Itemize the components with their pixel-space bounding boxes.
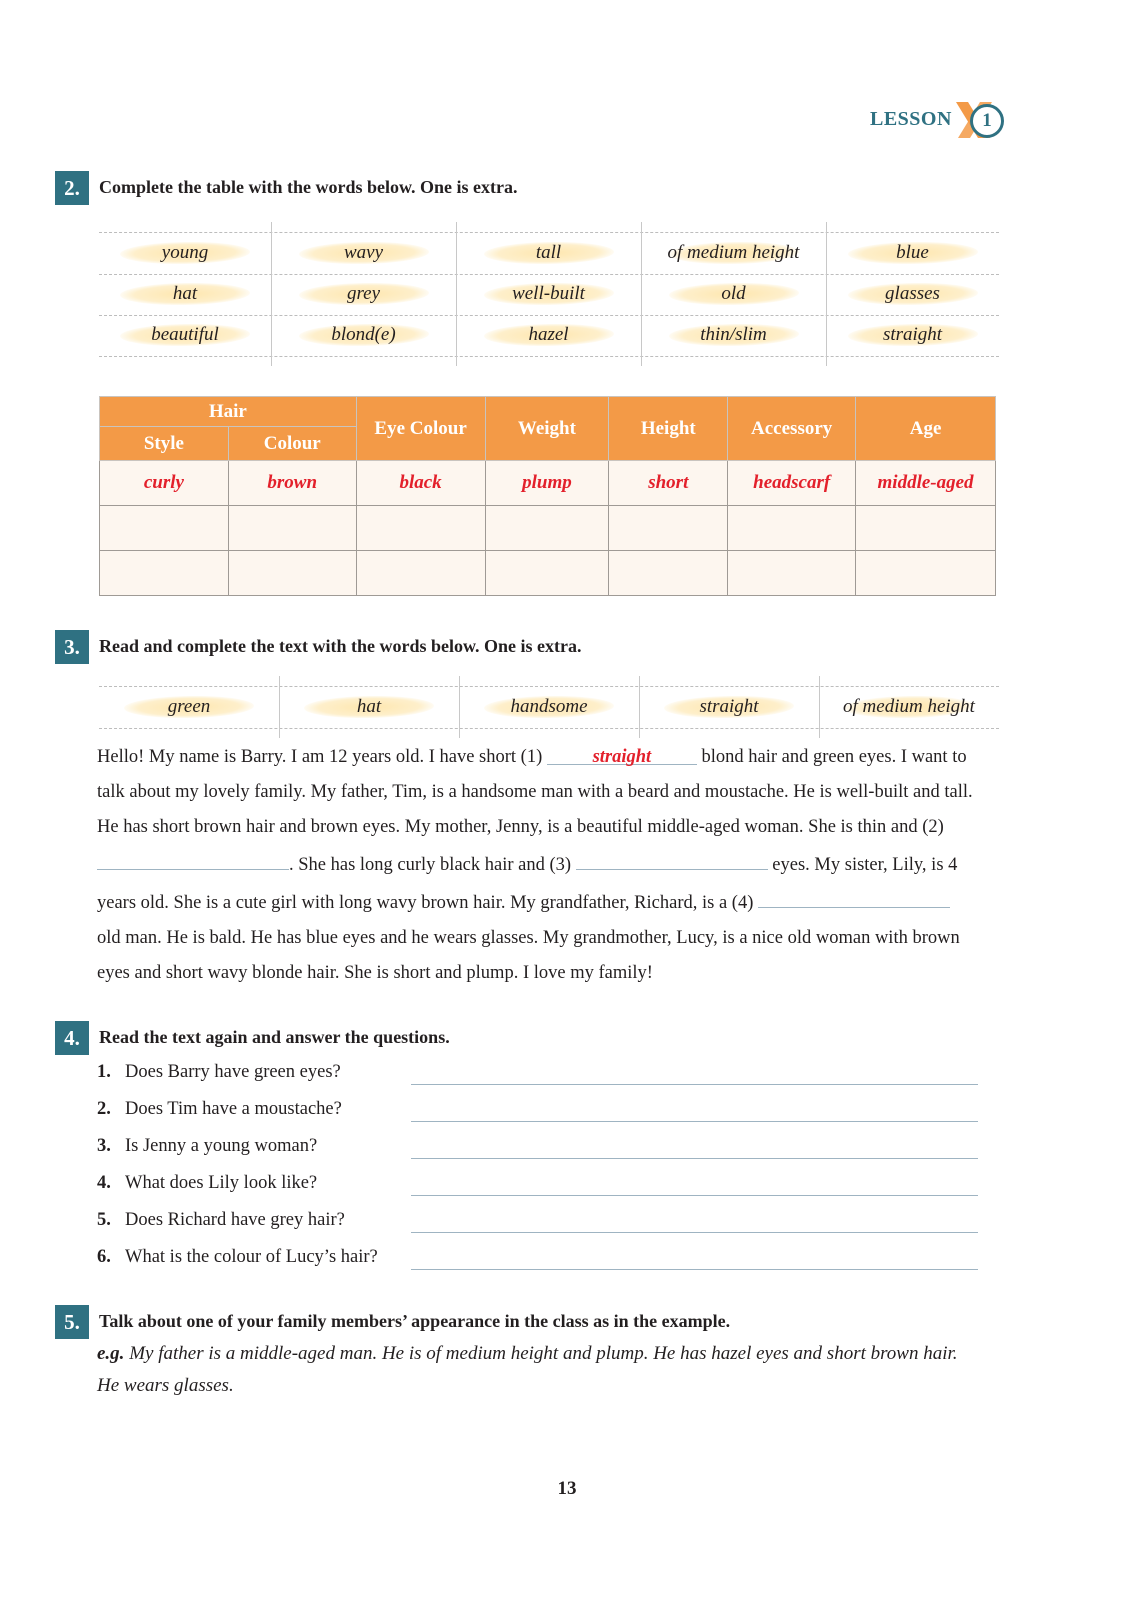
table-cell-empty[interactable] xyxy=(356,506,485,551)
answer-line[interactable] xyxy=(411,1158,978,1159)
word-item: beautiful xyxy=(99,322,271,348)
table-cell: middle-aged xyxy=(856,461,996,506)
lesson-number: 1 xyxy=(970,104,1004,138)
table-cell-empty[interactable] xyxy=(728,551,856,596)
word-item: of medium height xyxy=(641,240,826,266)
exercise-title: Talk about one of your family members’ appearance in the class as in the example. xyxy=(99,1311,731,1331)
table-cell-empty[interactable] xyxy=(228,506,356,551)
word-box-ex3 xyxy=(99,676,999,738)
example-text xyxy=(97,1338,982,1402)
word-item: straight xyxy=(826,322,999,348)
example-body: My father is a middle-aged man. He is of medium height and plump. He has hazel eyes and short brown hair. He wears glasses. xyxy=(97,1343,958,1396)
lesson-badge xyxy=(870,100,1010,144)
word-item: young xyxy=(99,240,271,266)
header-weight: Weight xyxy=(485,397,609,461)
question-3 xyxy=(97,1136,982,1164)
text-segment: . She has long curly black hair and (3) xyxy=(289,855,576,875)
question-number: 1. xyxy=(97,1062,111,1082)
word-item: blond(e) xyxy=(271,322,456,348)
table-cell-empty[interactable] xyxy=(609,551,728,596)
table-cell-empty[interactable] xyxy=(100,551,229,596)
exercise-number: 5. xyxy=(55,1305,89,1339)
exercise-2-heading xyxy=(55,171,995,205)
table-cell-empty[interactable] xyxy=(100,506,229,551)
blank-3[interactable] xyxy=(576,845,768,870)
word-item: handsome xyxy=(459,694,639,720)
word-item: well-built xyxy=(456,281,641,307)
blank-4[interactable] xyxy=(758,883,950,908)
word-item: glasses xyxy=(826,281,999,307)
question-number: 2. xyxy=(97,1099,111,1119)
word-item: wavy xyxy=(271,240,456,266)
text-segment: Hello! My name is Barry. I am 12 years old. I have short (1) xyxy=(97,747,547,767)
word-box-ex2 xyxy=(99,222,999,366)
table-cell-empty[interactable] xyxy=(609,506,728,551)
table-cell-empty[interactable] xyxy=(856,551,996,596)
question-text: What is the colour of Lucy’s hair? xyxy=(125,1247,378,1267)
exercise-3-heading xyxy=(55,630,995,664)
question-number: 5. xyxy=(97,1210,111,1230)
lesson-label: LESSON xyxy=(870,108,952,130)
header-accessory: Accessory xyxy=(728,397,856,461)
question-number: 4. xyxy=(97,1173,111,1193)
table-row-example xyxy=(100,461,996,506)
text-segment: blond hair and green eyes. I want to talk about my lovely family. My father, Tim, is a handsome man with a beard and moustache. He is well-built and tall. He has short brown hair and brown eyes. My mother, Jenny, is a beautiful middle-aged woman. She is thin and (2) xyxy=(97,747,973,837)
appearance-table xyxy=(99,396,996,596)
word-item: blue xyxy=(826,240,999,266)
word-item: grey xyxy=(271,281,456,307)
table-cell-empty[interactable] xyxy=(485,551,609,596)
header-colour: Colour xyxy=(228,427,356,461)
word-item: green xyxy=(99,694,279,720)
question-text: Does Tim have a moustache? xyxy=(125,1099,342,1119)
question-number: 3. xyxy=(97,1136,111,1156)
word-item: old xyxy=(641,281,826,307)
question-text: Is Jenny a young woman? xyxy=(125,1136,318,1156)
exercise-5-heading xyxy=(55,1305,995,1339)
exercise-title: Read and complete the text with the words below. One is extra. xyxy=(99,636,582,656)
table-cell: brown xyxy=(228,461,356,506)
word-item: hat xyxy=(99,281,271,307)
page-number: 13 xyxy=(557,1478,577,1499)
question-1 xyxy=(97,1062,982,1090)
exercise-number: 3. xyxy=(55,630,89,664)
answer-line[interactable] xyxy=(411,1269,978,1270)
question-number: 6. xyxy=(97,1247,111,1267)
question-2 xyxy=(97,1099,982,1127)
table-row xyxy=(100,551,996,596)
table-cell-empty[interactable] xyxy=(485,506,609,551)
header-age: Age xyxy=(856,397,996,461)
exercise-number: 2. xyxy=(55,171,89,205)
question-5 xyxy=(97,1210,982,1238)
text-segment: old man. He is bald. He has blue eyes and he wears glasses. My grandmother, Lucy, is a nice old woman with brown eyes and short wavy blonde hair. She is short and plump. I love my family! xyxy=(97,928,960,983)
exercise-title: Complete the table with the words below. One is extra. xyxy=(99,177,518,197)
answer-line[interactable] xyxy=(411,1232,978,1233)
word-item: straight xyxy=(639,694,819,720)
word-item: hazel xyxy=(456,322,641,348)
reading-text xyxy=(97,740,977,991)
table-cell: headscarf xyxy=(728,461,856,506)
answer-line[interactable] xyxy=(411,1195,978,1196)
question-text: Does Richard have grey hair? xyxy=(125,1210,345,1230)
table-row xyxy=(100,506,996,551)
table-cell-empty[interactable] xyxy=(356,551,485,596)
header-height: Height xyxy=(609,397,728,461)
question-6 xyxy=(97,1247,982,1275)
table-cell: black xyxy=(356,461,485,506)
word-item: hat xyxy=(279,694,459,720)
table-cell-empty[interactable] xyxy=(856,506,996,551)
table-cell: curly xyxy=(100,461,229,506)
header-hair: Hair xyxy=(100,397,357,427)
word-item: thin/slim xyxy=(641,322,826,348)
question-4 xyxy=(97,1173,982,1201)
table-cell: plump xyxy=(485,461,609,506)
blank-1[interactable]: straight xyxy=(547,740,697,765)
question-text: Does Barry have green eyes? xyxy=(125,1062,341,1082)
table-cell-empty[interactable] xyxy=(728,506,856,551)
word-item: of medium height xyxy=(819,694,999,720)
table-cell: short xyxy=(609,461,728,506)
header-style: Style xyxy=(100,427,229,461)
text-segment: eyes. My sister, Lily, is 4 years old. She is a cute girl with long wavy brown hair. My grandfather, Richard, is a (4) xyxy=(97,855,958,913)
blank-2[interactable] xyxy=(97,845,289,870)
word-item: tall xyxy=(456,240,641,266)
exercise-title: Read the text again and answer the questions. xyxy=(99,1027,450,1047)
header-eye-colour: Eye Colour xyxy=(356,397,485,461)
answer-line[interactable] xyxy=(411,1121,978,1122)
exercise-4-heading xyxy=(55,1021,995,1055)
table-cell-empty[interactable] xyxy=(228,551,356,596)
example-label: e.g. xyxy=(97,1343,125,1364)
answer-line[interactable] xyxy=(411,1084,978,1085)
question-text: What does Lily look like? xyxy=(125,1173,318,1193)
exercise-number: 4. xyxy=(55,1021,89,1055)
